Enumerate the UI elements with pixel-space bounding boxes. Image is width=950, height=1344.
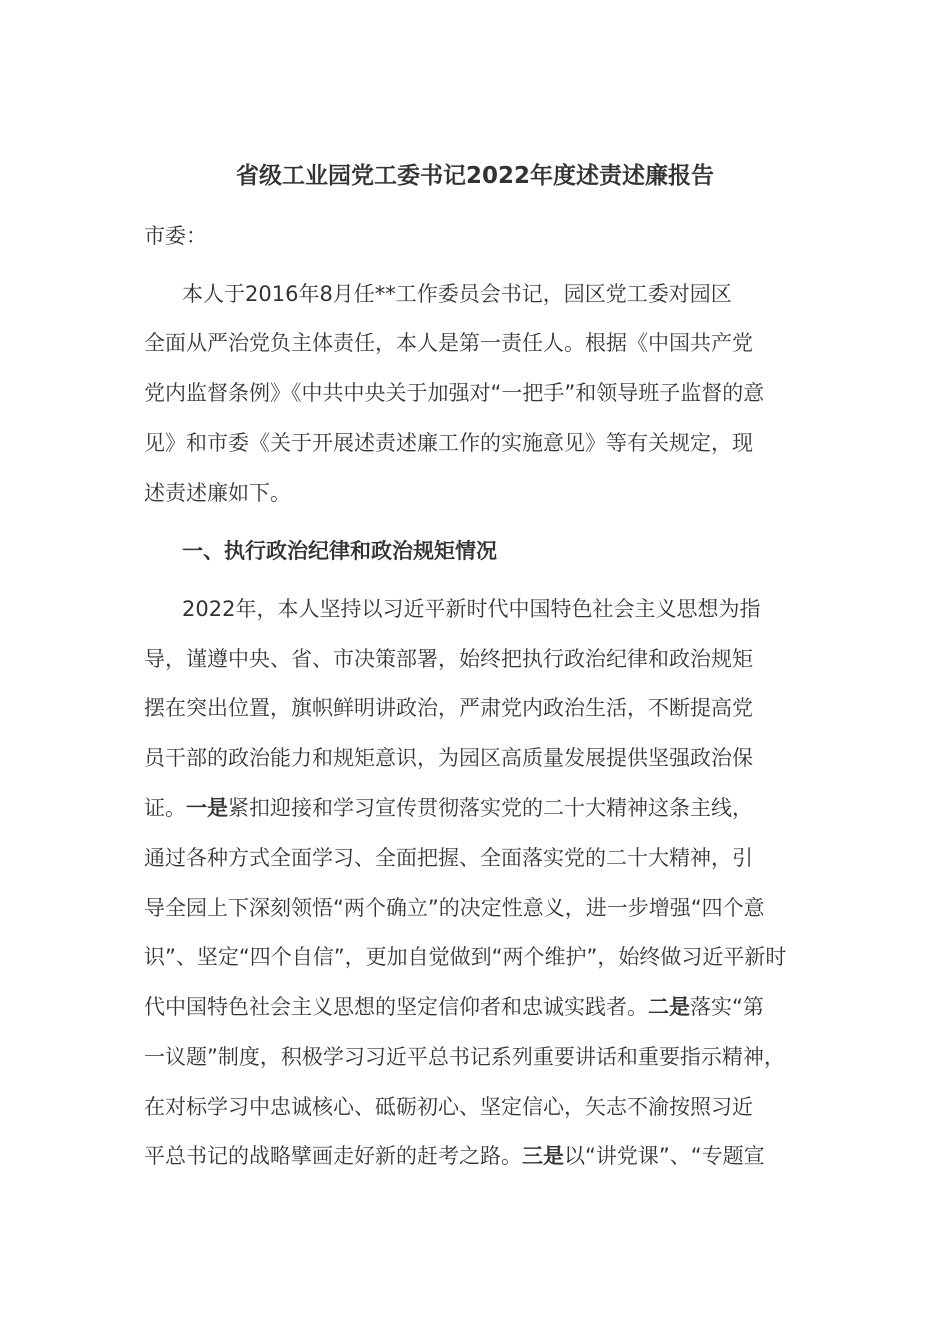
paragraph-line: 一议题”制度，积极学习习近平总书记系列重要讲话和重要指示精神， (144, 1045, 785, 1069)
paragraph-line: 识”、坚定“四个自信”，更加自觉做到“两个维护”，始终做习近平新时 (144, 945, 787, 969)
paragraph-line: 通过各种方式全面学习、全面把握、全面落实党的二十大精神，引 (144, 846, 753, 870)
paragraph-line: 在对标学习中忠诚核心、砥砺初心、坚定信心，矢志不渝按照习近 (144, 1095, 753, 1119)
paragraph-line: 员干部的政治能力和规矩意识，为园区高质量发展提供坚强政治保 (144, 746, 753, 770)
paragraph-line: 摆在突出位置，旗帜鲜明讲政治，严肃党内政治生活，不断提高党 (144, 696, 753, 720)
paragraph-line: 导全园上下深刻领悟“两个确立”的决定性意义，进一步增强“四个意 (144, 896, 765, 920)
paragraph-line: 本人于2016年8月任**工作委员会书记，园区党工委对园区 (182, 282, 732, 306)
bold-marker: 一是 (186, 796, 228, 820)
paragraph-line: 全面从严治党负主体责任，本人是第一责任人。根据《中国共产党 (144, 331, 753, 355)
section-heading: 一、执行政治纪律和政治规矩情况 (182, 539, 497, 563)
paragraph-line (144, 793, 753, 823)
text-run: 代中国特色社会主义思想的坚定信仰者和忠诚实践者。 (144, 995, 648, 1019)
document-title: 省级工业园党工委书记2022年度述责述廉报告 (235, 163, 714, 189)
text-run: 证。 (144, 796, 186, 820)
paragraph-line (144, 992, 764, 1022)
bold-marker: 三是 (522, 1144, 564, 1168)
bold-marker: 二是 (648, 995, 690, 1019)
paragraph-line: 导，谨遵中央、省、市决策部署，始终把执行政治纪律和政治规矩 (144, 647, 753, 671)
paragraph-line: 党内监督条例》《中共中央关于加强对“一把手”和领导班子监督的意 (144, 381, 765, 405)
text-run: 以“讲党课”、“专题宣 (564, 1144, 765, 1168)
text-run: 平总书记的战略擘画走好新的赶考之路。 (144, 1144, 522, 1168)
paragraph-line: 述责述廉如下。 (144, 481, 291, 505)
text-run: 落实“第 (690, 995, 764, 1019)
paragraph-line (144, 1141, 765, 1171)
paragraph-line: 2022年，本人坚持以习近平新时代中国特色社会主义思想为指 (182, 597, 761, 621)
paragraph-line: 见》和市委《关于开展述责述廉工作的实施意见》等有关规定，现 (144, 431, 753, 455)
text-run: 紧扣迎接和学习宣传贯彻落实党的二十大精神这条主线， (228, 796, 753, 820)
salutation: 市委： (144, 224, 207, 248)
